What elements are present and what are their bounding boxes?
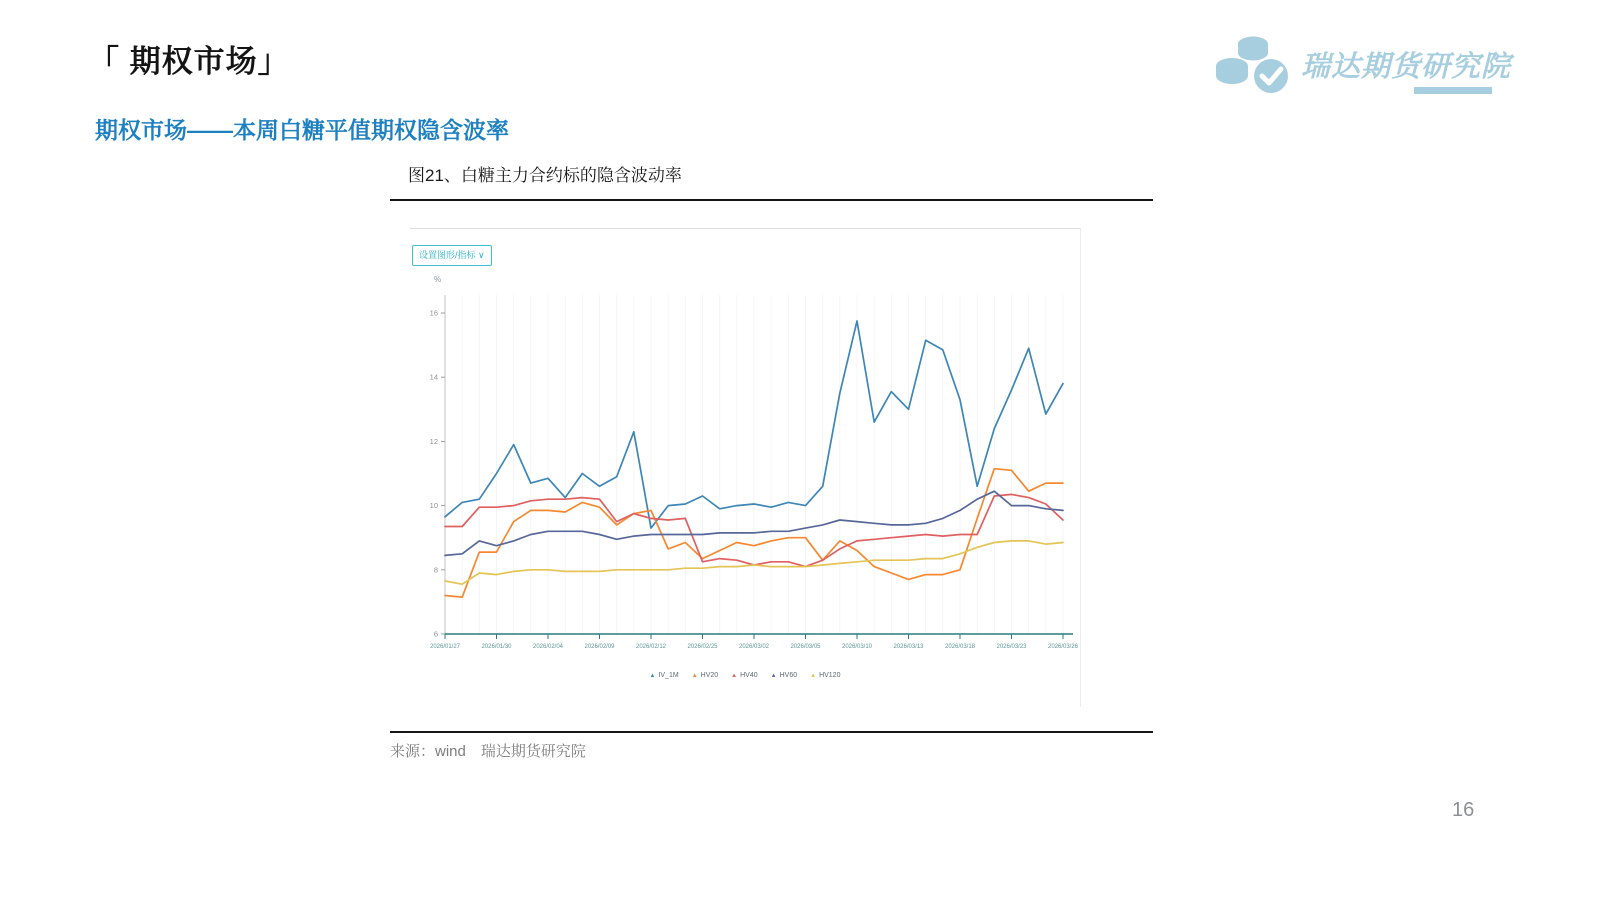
x-axis-tick-label: 2026/03/18 <box>944 644 976 650</box>
chart-legend <box>410 672 1080 679</box>
page-title: 「 期权市场」 <box>88 44 290 79</box>
logo-underline <box>1414 87 1492 94</box>
legend-label: IV_1M <box>658 672 679 679</box>
x-axis-tick-label: 2026/02/25 <box>687 644 718 650</box>
legend-label: HV40 <box>740 672 758 679</box>
x-axis-tick-label: 2026/03/10 <box>841 644 873 650</box>
x-axis-tick-label: 2026/03/23 <box>996 644 1027 650</box>
legend-marker-icon: ▲ <box>691 672 698 679</box>
y-axis-unit-label: % <box>434 275 442 284</box>
iv-hv-line-chart <box>410 229 1080 707</box>
y-axis-tick-label: 14 <box>429 372 438 382</box>
y-axis-tick-label: 12 <box>429 436 438 446</box>
page-number: 16 <box>1452 799 1475 821</box>
chart-settings-button[interactable]: 设置图形/指标 ∨ <box>412 245 492 266</box>
y-axis-tick-label: 8 <box>433 565 438 575</box>
x-axis-tick-label: 2026/02/04 <box>532 644 564 650</box>
legend-marker-icon: ▲ <box>649 672 656 679</box>
x-axis-tick-label: 2026/01/27 <box>429 644 461 650</box>
x-axis-tick-label: 2026/03/02 <box>738 644 770 650</box>
x-axis-tick-label: 2026/03/13 <box>893 644 924 650</box>
logo <box>1215 30 1512 102</box>
legend-label: HV120 <box>819 672 841 679</box>
legend-item-HV120[interactable] <box>810 672 840 679</box>
x-axis-tick-label: 2026/03/05 <box>790 644 821 650</box>
figure-caption: 图21、白糖主力合约标的隐含波动率 <box>408 166 682 185</box>
x-axis-tick-label: 2026/01/30 <box>481 644 512 650</box>
legend-label: HV60 <box>779 672 798 679</box>
y-axis-tick-label: 6 <box>433 629 438 639</box>
legend-label: HV20 <box>700 672 719 679</box>
legend-marker-icon: ▲ <box>810 672 817 679</box>
legend-item-HV40[interactable] <box>731 672 757 679</box>
x-axis-tick-label: 2026/02/09 <box>584 644 615 650</box>
x-axis-tick-label: 2026/03/26 <box>1047 644 1079 650</box>
x-axis-tick-label: 2026/02/12 <box>635 644 667 650</box>
coins-checkmark-icon <box>1215 30 1297 102</box>
legend-item-HV20[interactable] <box>692 672 718 679</box>
source-divider <box>390 731 1153 733</box>
legend-marker-icon: ▲ <box>731 672 738 679</box>
source-text: 来源：wind 瑞达期货研究院 <box>390 743 586 760</box>
section-subtitle: 期权市场——本周白糖平值期权隐含波率 <box>95 117 509 143</box>
legend-item-HV60[interactable] <box>771 672 797 679</box>
logo-text: 瑞达期货研究院 <box>1301 51 1512 83</box>
caption-divider <box>390 199 1153 201</box>
legend-item-IV_1M[interactable] <box>650 672 679 679</box>
y-axis-tick-label: 16 <box>429 308 438 318</box>
legend-marker-icon: ▲ <box>770 672 777 679</box>
y-axis-tick-label: 10 <box>429 501 438 511</box>
chart-widget <box>410 228 1081 707</box>
